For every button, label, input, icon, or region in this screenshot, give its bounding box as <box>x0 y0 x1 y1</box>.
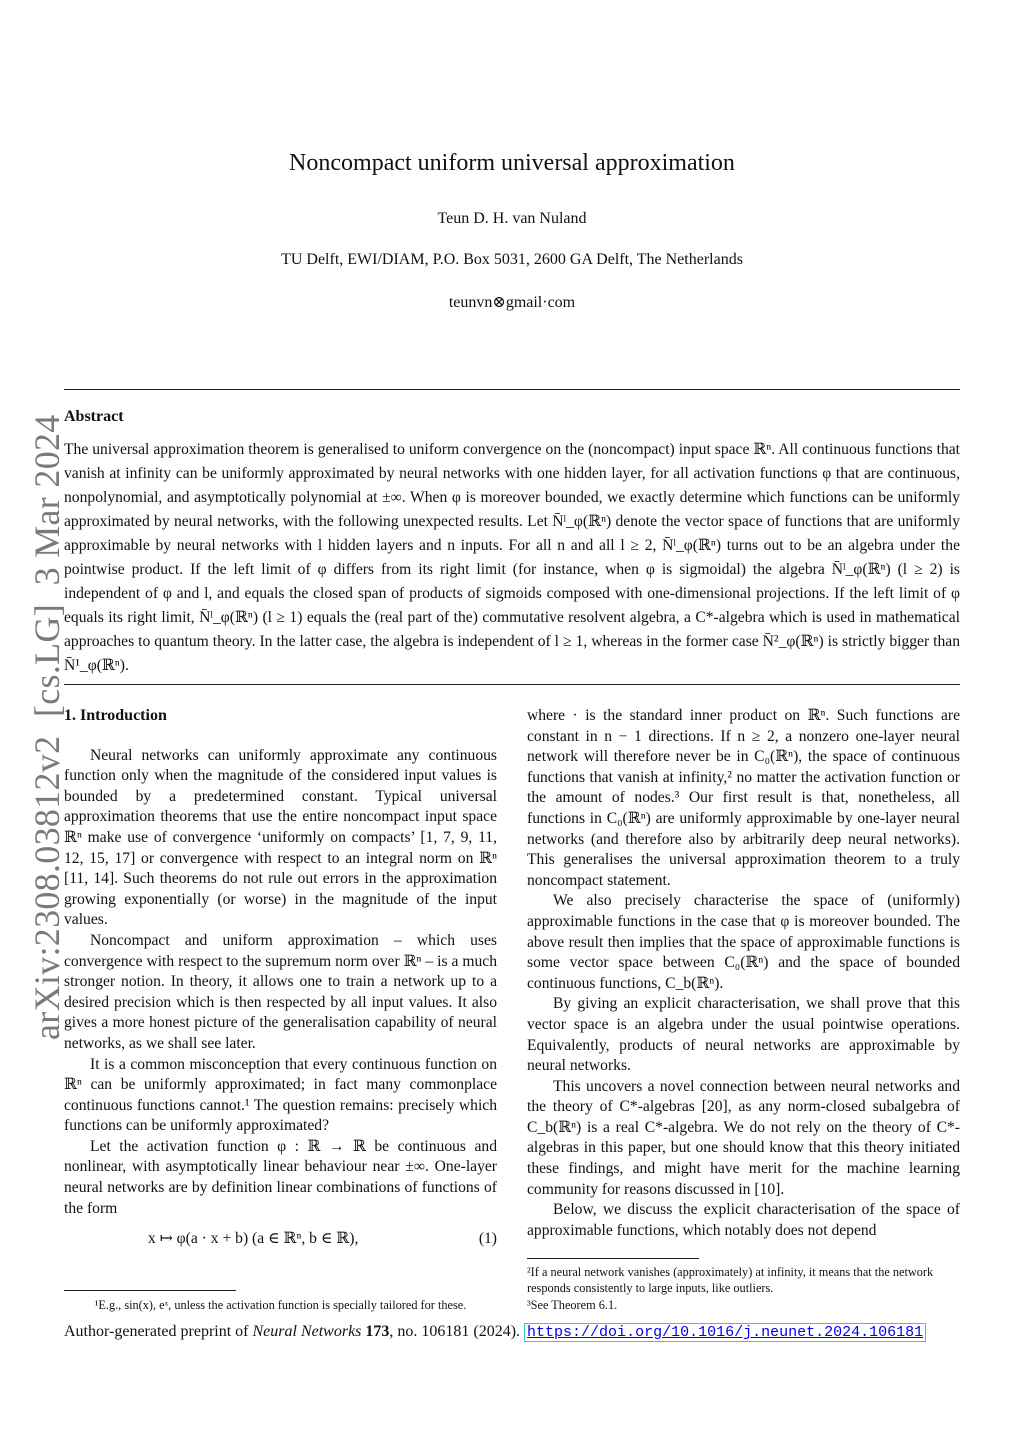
abstract-text: The universal approximation theorem is generalised to uniform convergence on the (noncompact) input space ℝⁿ. All continuous functions that vanish at infinity can be uniformly approximated by neural networks with one hidden layer, for all activation functions φ that are continuous, nonpolynomial, and asymptotically polynomial at ±∞. When φ is moreover bounded, we exactly determine which functions can be uniformly approximated by neural networks, with the following unexpected results. Let N̄ˡ_φ(ℝⁿ) denote the vector space of functions that are uniformly approximable by neural networks with l hidden layers and n inputs. For all n and all l ≥ 2, N̄ˡ_φ(ℝⁿ) turns out to be an algebra under the pointwise product. If the left limit of φ differs from its right limit (for instance, when φ is sigmoidal) the algebra N̄ˡ_φ(ℝⁿ) (l ≥ 2) is independent of φ and l, and equals the closed span of products of sigmoids composed with one-dimensional projections. If the left limit of φ equals its right limit, N̄ˡ_φ(ℝⁿ) (l ≥ 1) equals the (real part of the) commutative resolvent algebra, a C*-algebra which is used in mathematical approaches to quantum theory. In the latter case, the algebra is independent of l ≥ 1, whereas in the former case N̄²_φ(ℝⁿ) is strictly bigger than N̄¹_φ(ℝⁿ). <box>64 441 960 674</box>
left-column <box>64 706 497 1250</box>
right-column <box>527 706 960 1241</box>
author-email: teunvn⊗gmail·com <box>448 294 576 311</box>
footer-journal: Neural Networks <box>252 1323 362 1340</box>
abstract-bottom-rule <box>64 684 960 685</box>
page-footer <box>64 1323 926 1341</box>
footer-issue: , no. 106181 (2024). <box>389 1323 521 1340</box>
footnote-rule-left <box>64 1290 236 1291</box>
equation-1 <box>64 1229 497 1250</box>
right-paragraph-2: We also precisely characterise the space of (uniformly) approximable functions in the case that φ is moreover bounded. The above result then implies that the space of approximable functions is some vector space between C₀(ℝⁿ) and the space of bounded continuous functions, C_b(ℝⁿ). <box>527 892 960 992</box>
arxiv-stamp: arXiv:2308.03812v2 [cs.LG] 3 Mar 2024 <box>27 414 67 1040</box>
footnote-1: ¹E.g., sin(x), eˣ, unless the activation function is specially tailored for these. <box>94 1298 467 1312</box>
author-affiliation: TU Delft, EWI/DIAM, P.O. Box 5031, 2600 GA Delft, The Netherlands <box>281 251 743 268</box>
right-paragraph-3: By giving an explicit characterisation, we shall prove that this vector space is an algebra under the usual pointwise operations. Equivalently, products of neural networks are approximable by neural networks. <box>527 995 960 1075</box>
author-name: Teun D. H. van Nuland <box>437 210 587 227</box>
footer-volume: 173 <box>365 1323 390 1340</box>
abstract-heading: Abstract <box>64 408 124 425</box>
footer-prefix: Author-generated preprint of <box>64 1323 253 1340</box>
paper-title: Noncompact uniform universal approximation <box>289 150 735 176</box>
intro-paragraph-3: It is a common misconception that every continuous function on ℝⁿ can be uniformly approximated; in fact many commonplace continuous functions cannot.¹ The question remains: precisely which functions can be uniformly approximated? <box>64 1055 497 1135</box>
right-paragraph-5: Below, we discuss the explicit characterisation of the space of approximable functions, which notably does not depend <box>527 1201 960 1239</box>
section-heading-introduction: 1. Introduction <box>64 707 167 724</box>
doi-link[interactable]: https://doi.org/10.1016/j.neunet.2024.106181 <box>524 1323 926 1342</box>
footnote-3: ³See Theorem 6.1. <box>527 1298 618 1312</box>
equation-number: (1) <box>478 1230 497 1248</box>
footnote-rule-right <box>527 1258 699 1259</box>
right-paragraph-1: where · is the standard inner product on ℝⁿ. Such functions are constant in n − 1 directions. If n ≥ 2, a nonzero one-layer neural network will therefore never be in C₀(ℝⁿ), the space of continuous functions that vanish at infinity,² no matter the activation function or the amount of nodes.³ Our first result is that, nonetheless, all functions in C₀(ℝⁿ) are uniformly approximable by one-layer neural networks (and therefore also by arbitrarily deep neural networks). This generalises the universal approximation theorem to a truly noncompact statement. <box>527 707 960 889</box>
intro-paragraph-1: Neural networks can uniformly approximate any continuous function only when the magnitude of the considered input values is bounded by a predetermined constant. Typical universal approximation theorems that use the entire noncompact input space ℝⁿ make use of convergence ‘uniformly on compacts’ [1, 7, 9, 11, 12, 15, 17] or convergence with respect to an integral norm on ℝⁿ [11, 14]. Such theorems do not rule out errors in the approximation growing exponentially (or worse) in the magnitude of the input values. <box>64 746 497 929</box>
right-paragraph-4: This uncovers a novel connection between neural networks and the theory of C*-algebras [20], as any norm-closed subalgebra of C_b(ℝⁿ) is a real C*-algebra. We do not rely on the theory of C*-algebras in this paper, but one should know that this theory initiated these findings, and might have merit for the machine learning community for reasons discussed in [10]. <box>527 1077 960 1198</box>
intro-paragraph-2: Noncompact and uniform approximation – which uses convergence with respect to the supremum norm over ℝⁿ – is a much stronger notion. In theory, it allows one to train a network up to a desired precision which is then respected by all input values. It also gives a more honest picture of the generalisation capability of neural networks, as we shall see later. <box>64 931 497 1052</box>
top-rule <box>64 389 960 390</box>
intro-paragraph-4: Let the activation function φ : ℝ → ℝ be continuous and nonlinear, with asymptotically linear behaviour near ±∞. One-layer neural networks are by definition linear combinations of functions of the form <box>64 1137 497 1217</box>
footnote-2: ²If a neural network vanishes (approximately) at infinity, it means that the network responds consistently to large inputs, like outliers. <box>527 1265 934 1295</box>
equation-body: x ↦ φ(a · x + b) (a ∈ ℝⁿ, b ∈ ℝ), <box>148 1230 359 1248</box>
